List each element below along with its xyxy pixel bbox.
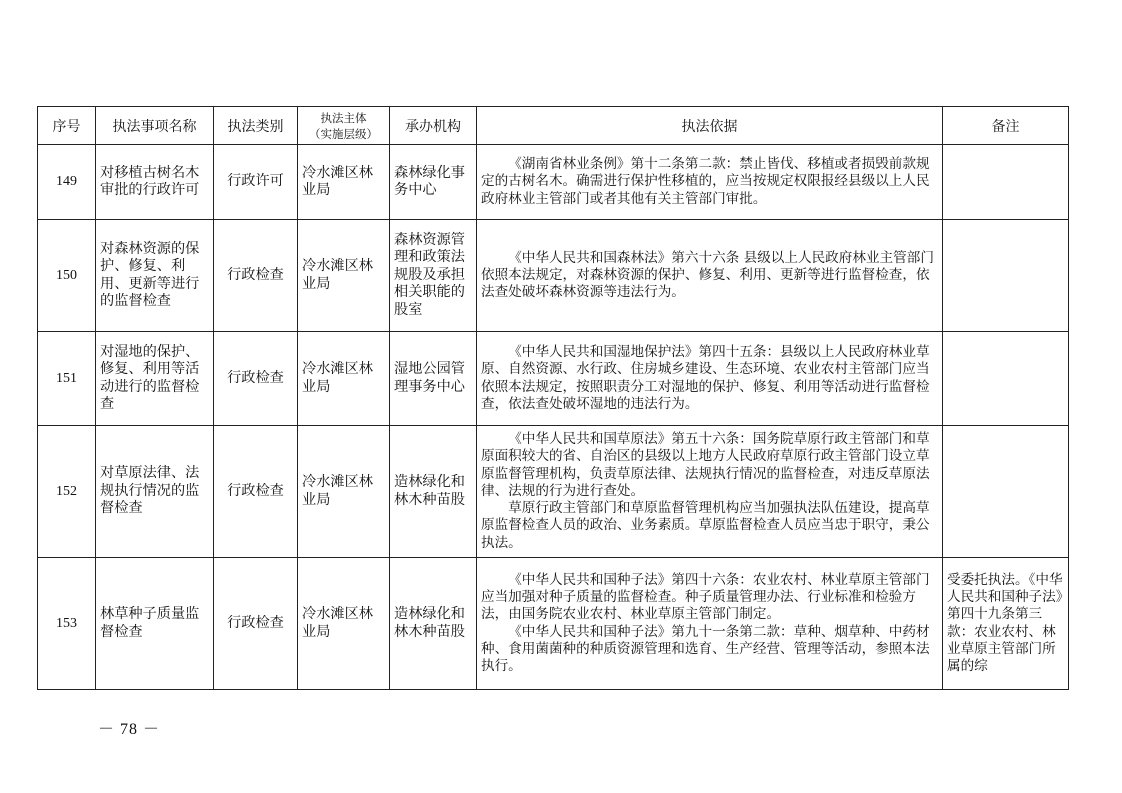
row-seq: 152 — [38, 426, 96, 558]
basis-paragraph: 《湖南省林业条例》第十二条第二款：禁止皆伐、移植或者损毁前款规定的古树名木。确需进行保护性移植的，应当按规定权限报经县级以上人民政府林业主管部门或者其他有关主管部门审批。 — [481, 156, 930, 207]
row-basis — [477, 220, 943, 332]
row-category: 行政检查 — [214, 558, 298, 690]
basis-paragraph: 草原行政主管部门和草原监督管理机构应当加强执法队伍建设，提高草原监督检查人员的政治、业务素质。草原监督检查人员应当忠于职守，秉公执法。 — [481, 500, 930, 551]
basis-paragraph: 《中华人民共和国森林法》第六十六条 县级以上人民政府林业主管部门依照本法规定，对森林资源的保护、修复、利用、更新等进行监督检查，依法查处破坏森林资源等违法行为。 — [481, 249, 934, 301]
page-number: － 78 － — [98, 721, 161, 738]
row-basis — [477, 332, 943, 426]
row-subject: 冷水滩区林业局 — [298, 332, 390, 426]
basis-paragraph: 《中华人民共和国草原法》第五十六条：国务院草原行政主管部门和草原面积较大的省、自治区的县级以上地方人民政府草原行政主管部门设立草原监督管理机构，负责草原法律、法规执行情况的监督检查，对违反草原法律、法规的行为进行查处。 — [481, 430, 930, 499]
row-note — [943, 145, 1069, 220]
header-subject-line1: 执法主体 — [320, 110, 367, 125]
row-subject: 冷水滩区林业局 — [298, 145, 390, 220]
header-subject — [298, 107, 390, 145]
header-org: 承办机构 — [390, 107, 477, 145]
row-name: 林草种子质量监督检查 — [96, 558, 214, 690]
header-row — [38, 107, 1069, 145]
row-basis — [477, 145, 943, 220]
row-note — [943, 220, 1069, 332]
table-row — [38, 220, 1069, 332]
row-seq: 149 — [38, 145, 96, 220]
header-note: 备注 — [943, 107, 1069, 145]
header-seq: 序号 — [38, 107, 96, 145]
row-basis — [477, 426, 943, 558]
header-category: 执法类别 — [214, 107, 298, 145]
table-row — [38, 145, 1069, 220]
row-category: 行政许可 — [214, 145, 298, 220]
row-org: 森林绿化事务中心 — [390, 145, 477, 220]
table-row — [38, 558, 1069, 690]
header-subject-line2: （实施层级） — [309, 126, 378, 141]
basis-paragraph: 《中华人民共和国种子法》第九十一条第二款：草种、烟草种、中药材种、食用菌菌种的种质资源管理和选育、生产经营、管理等活动，参照本法执行。 — [481, 623, 930, 675]
table-row — [38, 332, 1069, 426]
row-seq: 151 — [38, 332, 96, 426]
row-name: 对草原法律、法规执行情况的监督检查 — [96, 426, 214, 558]
row-org: 湿地公园管理事务中心 — [390, 332, 477, 426]
basis-paragraph: 《中华人民共和国湿地保护法》第四十五条：县级以上人民政府林业草原、自然资源、水行政、住房城乡建设、生态环境、农业农村主管部门应当依照本法规定，按照职责分工对湿地的保护、修复、利用等活动进行监督检查，依法查处破坏湿地的违法行为。 — [481, 343, 930, 412]
row-note — [943, 426, 1069, 558]
row-org: 造林绿化和林木种苗股 — [390, 426, 477, 558]
row-org: 森林资源管理和政策法规股及承担相关职能的股室 — [390, 220, 477, 332]
row-seq: 150 — [38, 220, 96, 332]
row-note — [943, 332, 1069, 426]
row-subject: 冷水滩区林业局 — [298, 558, 390, 690]
table-row — [38, 426, 1069, 558]
row-name: 对森林资源的保护、修复、利用、更新等进行的监督检查 — [96, 220, 214, 332]
enforcement-table — [37, 106, 1069, 690]
row-note: 受委托执法。《中华人民共和国种子法》第四十九条第三款：农业农村、林业草原主管部门所属的综 — [943, 558, 1069, 690]
row-category: 行政检查 — [214, 426, 298, 558]
row-name: 对移植古树名木审批的行政许可 — [96, 145, 214, 220]
row-category: 行政检查 — [214, 332, 298, 426]
row-subject: 冷水滩区林业局 — [298, 426, 390, 558]
row-basis — [477, 558, 943, 690]
row-org: 造林绿化和林木种苗股 — [390, 558, 477, 690]
basis-paragraph: 《中华人民共和国种子法》第四十六条：农业农村、林业草原主管部门应当加强对种子质量的监督检查。种子质量管理办法、行业标准和检验方法，由国务院农业农村、林业草原主管部门制定。 — [481, 571, 930, 623]
header-basis: 执法依据 — [477, 107, 943, 145]
row-subject: 冷水滩区林业局 — [298, 220, 390, 332]
row-category: 行政检查 — [214, 220, 298, 332]
row-seq: 153 — [38, 558, 96, 690]
row-name: 对湿地的保护、修复、利用等活动进行的监督检查 — [96, 332, 214, 426]
header-name: 执法事项名称 — [96, 107, 214, 145]
